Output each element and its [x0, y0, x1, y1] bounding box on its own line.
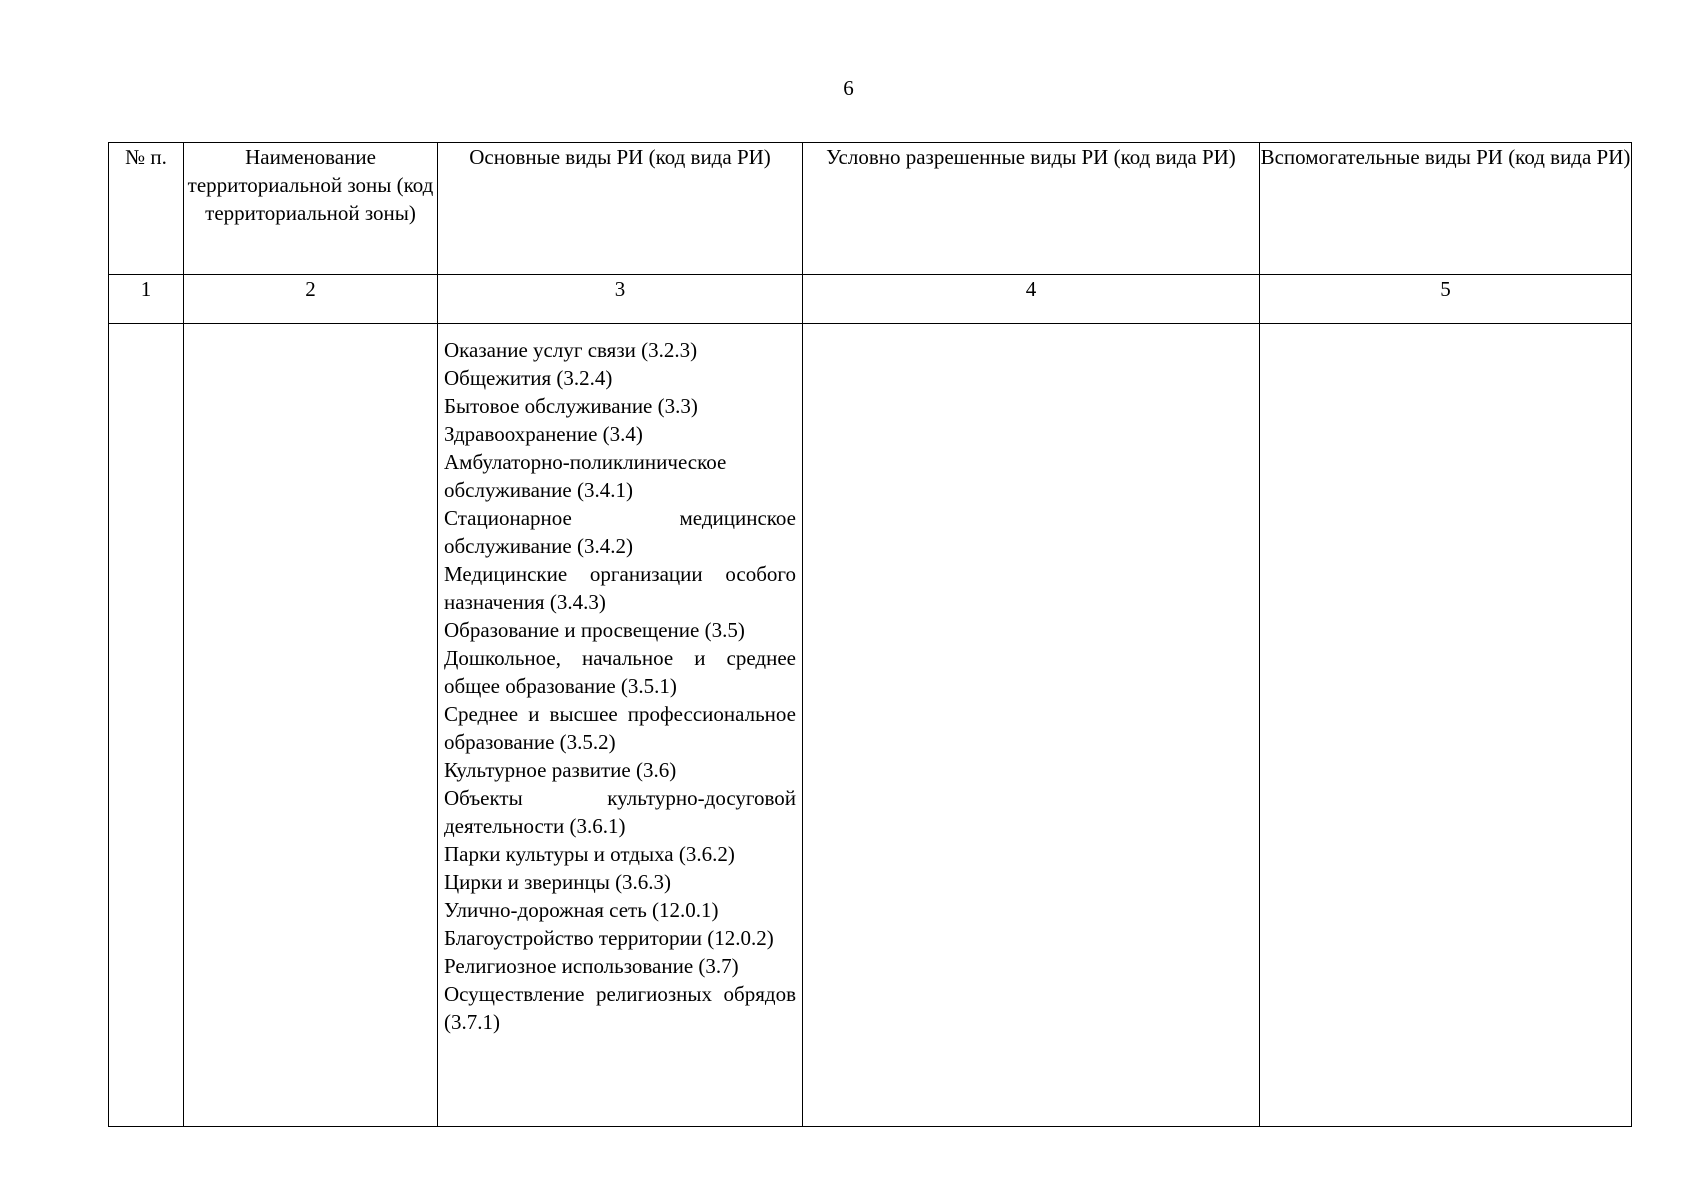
list-item: Медицинские организации особого назначения (3.4.3)	[444, 562, 796, 614]
list-item: Осуществление религиозных обрядов (3.7.1)	[444, 982, 796, 1034]
table-header-row	[109, 143, 1632, 275]
page-number: 6	[843, 76, 854, 100]
column-number: 2	[184, 275, 438, 324]
list-item: Здравоохранение (3.4)	[444, 422, 643, 446]
header-conditional-uses: Условно разрешенные виды РИ (код вида РИ)	[803, 143, 1260, 275]
list-item: Религиозное использование (3.7)	[444, 954, 739, 978]
table-row	[109, 324, 1632, 1127]
list-item: Цирки и зверинцы (3.6.3)	[444, 870, 672, 894]
column-number-row	[109, 275, 1632, 324]
list-item: Дошкольное, начальное и среднее общее образование (3.5.1)	[444, 646, 796, 698]
column-number: 4	[803, 275, 1260, 324]
list-item: Объекты культурно-досуговой деятельности (3.6.1)	[444, 786, 796, 838]
column-number: 1	[109, 275, 184, 324]
cell-conditional-uses	[803, 324, 1260, 1127]
zones-table	[108, 142, 1632, 1127]
list-item: Образование и просвещение (3.5)	[444, 618, 745, 642]
main-uses-list	[438, 324, 802, 1036]
column-number: 3	[438, 275, 803, 324]
list-item: Парки культуры и отдыха (3.6.2)	[444, 842, 735, 866]
list-item: Общежития (3.2.4)	[444, 366, 613, 390]
header-auxiliary-uses: Вспомогательные виды РИ (код вида РИ)	[1260, 143, 1632, 275]
cell-main-uses	[438, 324, 803, 1127]
list-item: Оказание услуг связи (3.2.3)	[444, 338, 698, 362]
list-item: Улично-дорожная сеть (12.0.1)	[444, 898, 719, 922]
list-item: Среднее и высшее профессиональное образование (3.5.2)	[444, 702, 796, 754]
list-item: Бытовое обслуживание (3.3)	[444, 394, 698, 418]
list-item: Амбулаторно-поликлиническое обслуживание (3.4.1)	[444, 450, 727, 502]
header-zone-name: Наименование территориальной зоны (код территориальной зоны)	[184, 143, 438, 275]
list-item: Культурное развитие (3.6)	[444, 758, 677, 782]
cell-zone-name	[184, 324, 438, 1127]
header-number: № п.	[109, 143, 184, 275]
cell-number	[109, 324, 184, 1127]
list-item: Благоустройство территории (12.0.2)	[444, 926, 774, 950]
column-number: 5	[1260, 275, 1632, 324]
list-item: Стационарное медицинское обслуживание (3.4.2)	[444, 506, 796, 558]
header-main-uses: Основные виды РИ (код вида РИ)	[438, 143, 803, 275]
cell-auxiliary-uses	[1260, 324, 1632, 1127]
